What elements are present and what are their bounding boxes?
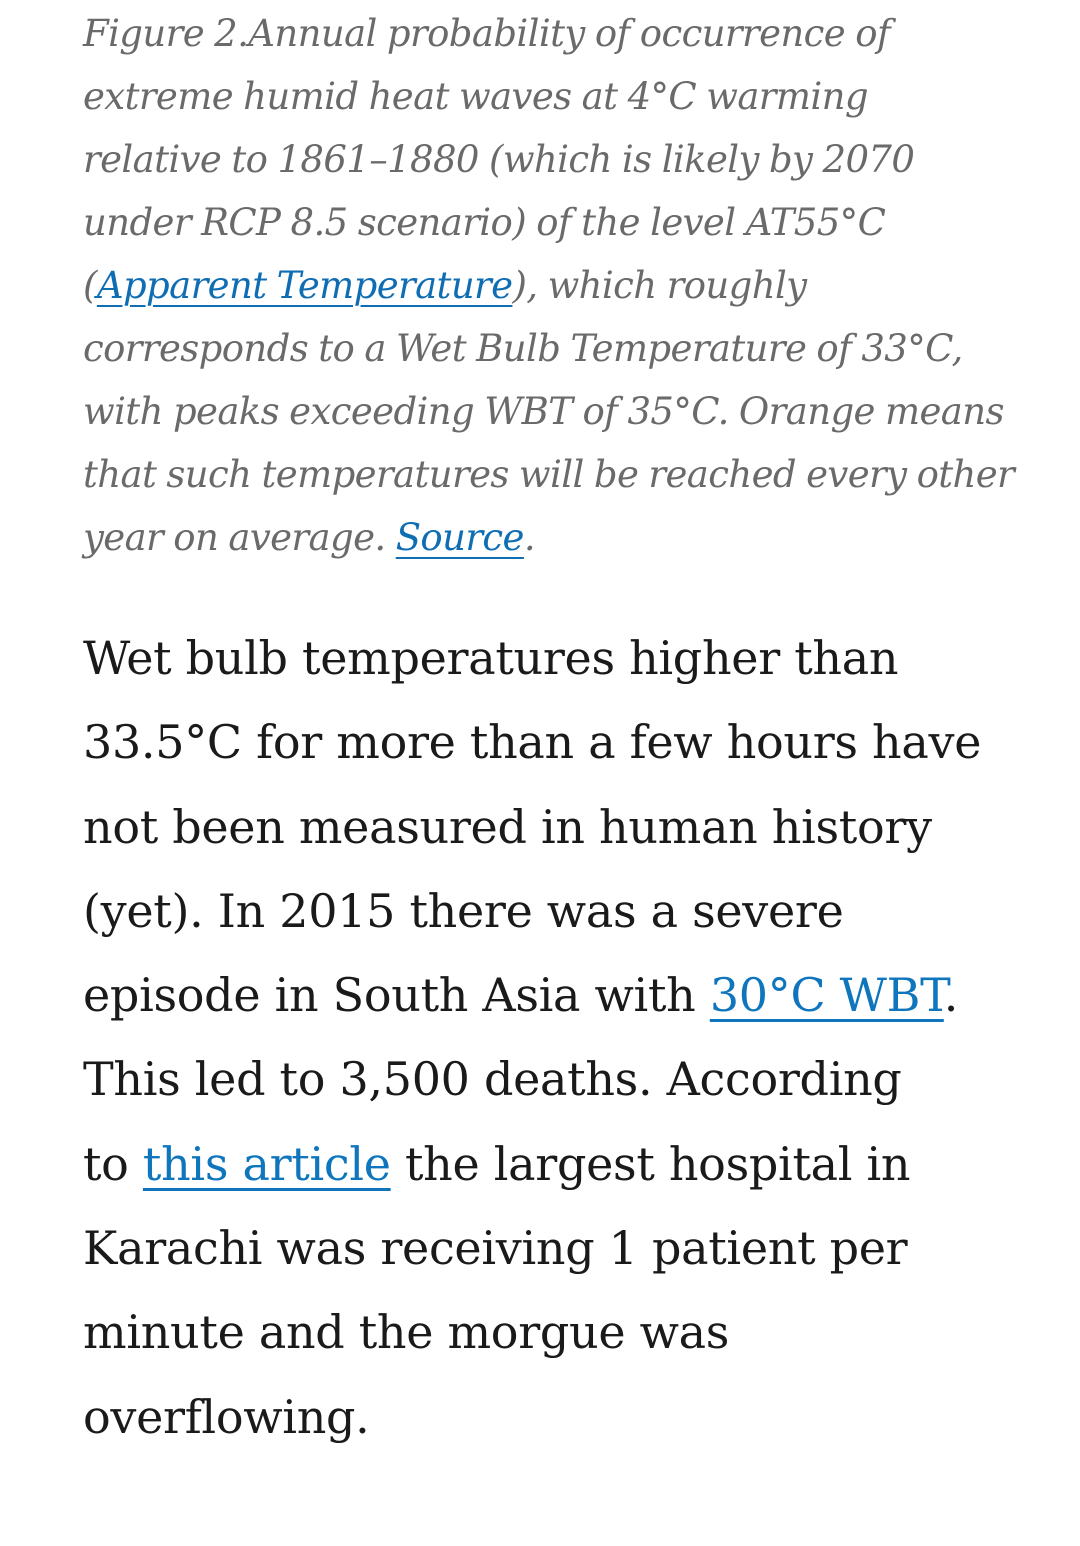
paragraph-line: 33.5°C for more than a few hours have [83, 715, 982, 770]
paragraph-line: This led to 3,500 deaths. According [83, 1052, 902, 1107]
caption-line [83, 506, 1013, 569]
paragraph-line: Karachi was receiving 1 patient per [83, 1221, 908, 1276]
paragraph-text: episode in South Asia with [83, 968, 710, 1023]
figure-caption [83, 2, 1013, 569]
caption-text: ( [83, 264, 97, 307]
caption-line: relative to 1861–1880 (which is likely by 2070 [83, 138, 915, 181]
paragraph-line: minute and the morgue was [83, 1305, 730, 1360]
apparent-temperature-link[interactable]: Apparent Temperature [96, 264, 513, 307]
paragraph-line: overflowing. [83, 1389, 370, 1444]
paragraph-line: (yet). In 2015 there was a severe [83, 883, 844, 938]
source-link[interactable]: Source [395, 516, 524, 559]
paragraph-line: Wet bulb temperatures higher than [83, 631, 899, 685]
caption-line [83, 254, 1013, 317]
caption-line: Figure 2.Annual probability of occurrence of [83, 12, 890, 55]
caption-line: extreme humid heat waves at 4°C warming [83, 75, 868, 118]
caption-line: that such temperatures will be reached every other [83, 453, 1015, 496]
paragraph-text: to [83, 1136, 143, 1191]
paragraph-line [83, 1122, 1003, 1206]
article-paragraph [83, 616, 1003, 1459]
paragraph-text: the largest hospital in [390, 1136, 911, 1191]
paragraph-text: . [943, 968, 959, 1023]
wbt-link[interactable]: 30°C WBT [709, 968, 944, 1023]
caption-text: ), which roughly [512, 264, 807, 307]
this-article-link[interactable]: this article [142, 1136, 391, 1191]
caption-line: under RCP 8.5 scenario) of the level AT55°C [83, 201, 886, 244]
paragraph-line: not been measured in human history [83, 799, 932, 854]
paragraph-line [83, 953, 1003, 1037]
caption-text: year on average. [83, 516, 396, 559]
caption-text: . [523, 516, 536, 559]
caption-line: corresponds to a Wet Bulb Temperature of 33°C, [83, 327, 963, 370]
caption-line: with peaks exceeding WBT of 35°C. Orange means [83, 390, 1004, 433]
